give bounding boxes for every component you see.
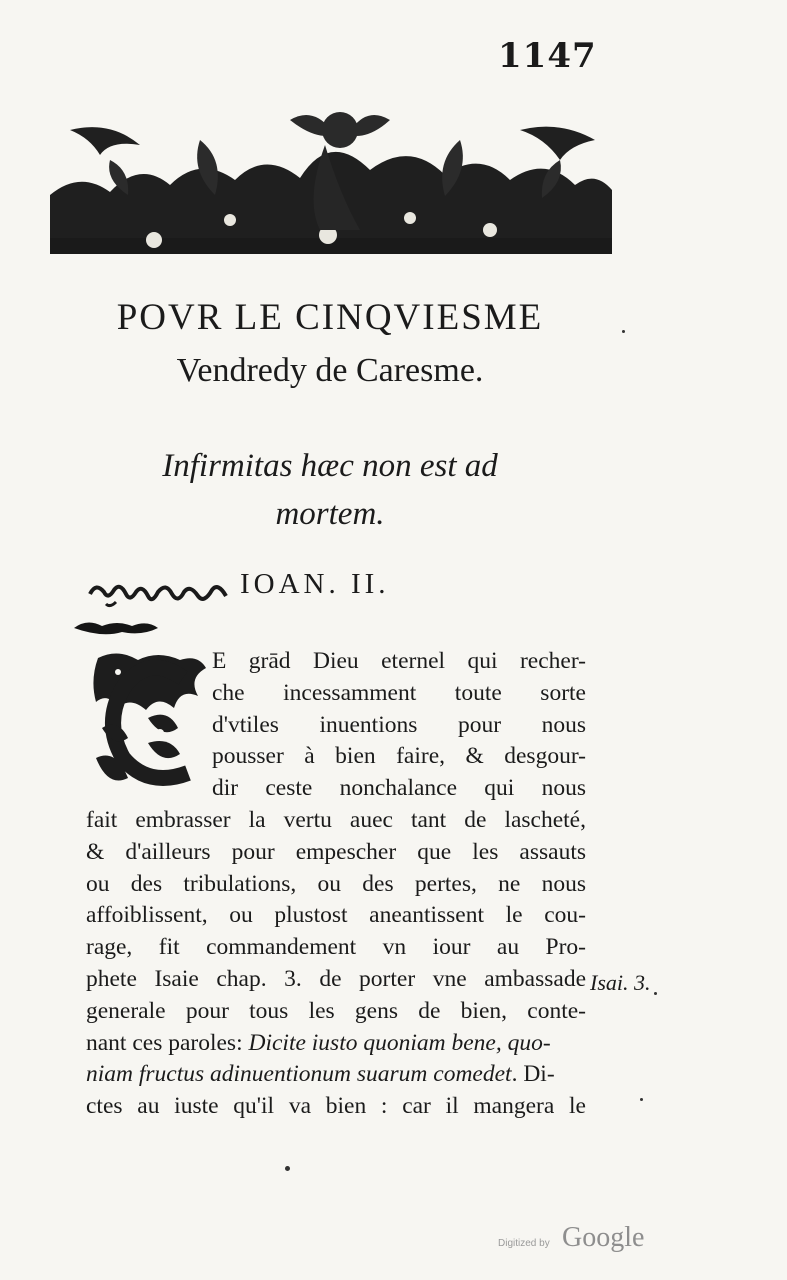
- body-line-8: ou des tribulations, ou des pertes, ne nous: [86, 870, 586, 897]
- ink-speck: [640, 1098, 643, 1101]
- body-line-10: rage, fit commandement vn iour au Pro-: [86, 934, 586, 961]
- google-watermark: [498, 1222, 698, 1262]
- watermark-brand: Google: [562, 1222, 645, 1253]
- watermark-caption: Digitized by: [498, 1238, 550, 1249]
- body-line-9: affoiblissent, ou plustost aneantissent le cou-: [86, 902, 586, 929]
- ink-speck: [285, 1166, 290, 1171]
- body-line-5: dir ceste nonchalance qui nous: [212, 775, 586, 802]
- page-number: 1147: [498, 36, 597, 76]
- handwritten-annotation: [86, 574, 236, 608]
- body-line-7: & d'ailleurs pour empescher que les assauts: [86, 838, 586, 865]
- body-line-14: niam fructus adinuentionum suarum comedet. Di-: [86, 1061, 555, 1088]
- body-line-1: E grād Dieu eternel qui recher-: [212, 648, 586, 674]
- body-line-4: pousser à bien faire, & desgour-: [212, 743, 586, 770]
- title-sub: Vendredy de Caresme.: [176, 352, 484, 389]
- ornamental-headpiece: [50, 100, 612, 258]
- epigraph-line-1: Infirmitas hæc non est ad: [162, 448, 498, 484]
- body-line-11: phete Isaie chap. 3. de porter vne ambassade: [86, 965, 586, 992]
- body-line-6: fait embrasser la vertu auec tant de lascheté,: [86, 806, 586, 833]
- body-line-13: nant ces paroles: Dicite iusto quoniam bene, quo-: [86, 1029, 551, 1056]
- chapter-reference: IOAN. II.: [240, 568, 390, 600]
- body-line-3: d'vtiles inuentions pour nous: [212, 711, 586, 738]
- epigraph: [100, 442, 560, 538]
- ink-speck: [622, 330, 625, 333]
- ink-smudge: [72, 616, 160, 638]
- body-line-2: che incessamment toute sorte: [212, 679, 586, 706]
- epigraph-line-2: mortem.: [275, 496, 385, 532]
- body-text: [86, 646, 586, 1123]
- body-line-12: generale pour tous les gens de bien, conte-: [86, 997, 586, 1024]
- title-main: POVR LE CINQVIESME: [116, 297, 544, 338]
- body-line-15: ctes au iuste qu'il va bien : car il mangera le: [86, 1093, 586, 1120]
- ink-speck: [654, 992, 657, 995]
- marginal-note: Isai. 3.: [590, 970, 651, 995]
